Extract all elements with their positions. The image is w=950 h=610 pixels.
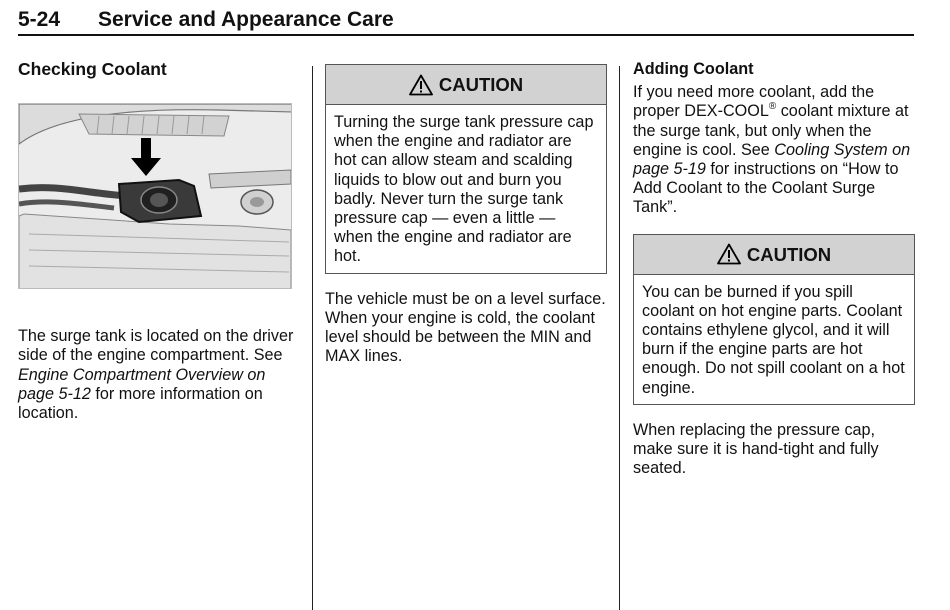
page-title: Service and Appearance Care — [98, 8, 394, 31]
cooling-system-link[interactable]: Cooling System on page 5-19 — [633, 140, 911, 179]
section-heading-checking-coolant: Checking Coolant — [18, 59, 167, 79]
engine-compartment-photo — [18, 103, 292, 289]
adding-text-c: for instructions on “How to Add Coolant to the Coolant Surge Tank”. — [633, 160, 899, 217]
coolant-level-paragraph: The vehicle must be on a level surface. When your engine is cold, the coolant level should be between the MIN and MAX lines. — [325, 289, 606, 366]
location-text-b: for more information on location. — [18, 384, 263, 423]
column-adding-coolant — [633, 60, 915, 478]
caution-header — [634, 235, 914, 275]
page-number: 5-24 — [18, 8, 61, 31]
caution-label: CAUTION — [438, 73, 524, 95]
caution-header — [326, 65, 606, 105]
column-caution-level — [325, 64, 607, 366]
registered-mark: ® — [768, 101, 777, 113]
column-divider-1 — [312, 66, 313, 610]
caution-box-pressure-cap — [325, 64, 607, 274]
caution-box-hot-engine — [633, 234, 915, 405]
warning-triangle-icon — [717, 243, 741, 265]
adding-text-b: coolant mixture at the surge tank, but only when the engine is cool. See — [633, 102, 909, 159]
caution-body: Turning the surge tank pressure cap when the engine and radiator are hot can allow steam and scalding liquids to blow out and burn you badly. Never turn the surge tank pressure cap — even a little — when the engine and radiator are hot. — [334, 113, 594, 266]
adding-text-a: If you need more coolant, add the proper DEX-COOL — [633, 83, 875, 121]
column-checking-coolant — [18, 60, 303, 423]
caution-body: You can be burned if you spill coolant on hot engine parts. Coolant contains ethylene glycol, and it will burn if the engine parts are hot enough. Do not spill coolant on a hot engine. — [642, 282, 905, 397]
page-header — [18, 6, 914, 36]
location-text-a: The surge tank is located on the driver side of the engine compartment. See — [18, 327, 294, 365]
pressure-cap-paragraph: When replacing the pressure cap, make sure it is hand-tight and fully seated. — [633, 420, 879, 478]
adding-coolant-paragraph — [633, 83, 915, 217]
section-heading-adding-coolant: Adding Coolant — [633, 60, 754, 78]
engine-illustration — [19, 104, 292, 289]
surge-tank-location-paragraph — [18, 327, 303, 423]
column-divider-2 — [619, 66, 620, 610]
warning-triangle-icon — [409, 74, 433, 96]
caution-label: CAUTION — [746, 243, 832, 265]
engine-compartment-overview-link[interactable]: Engine Compartment Overview on page 5-12 — [18, 365, 266, 403]
